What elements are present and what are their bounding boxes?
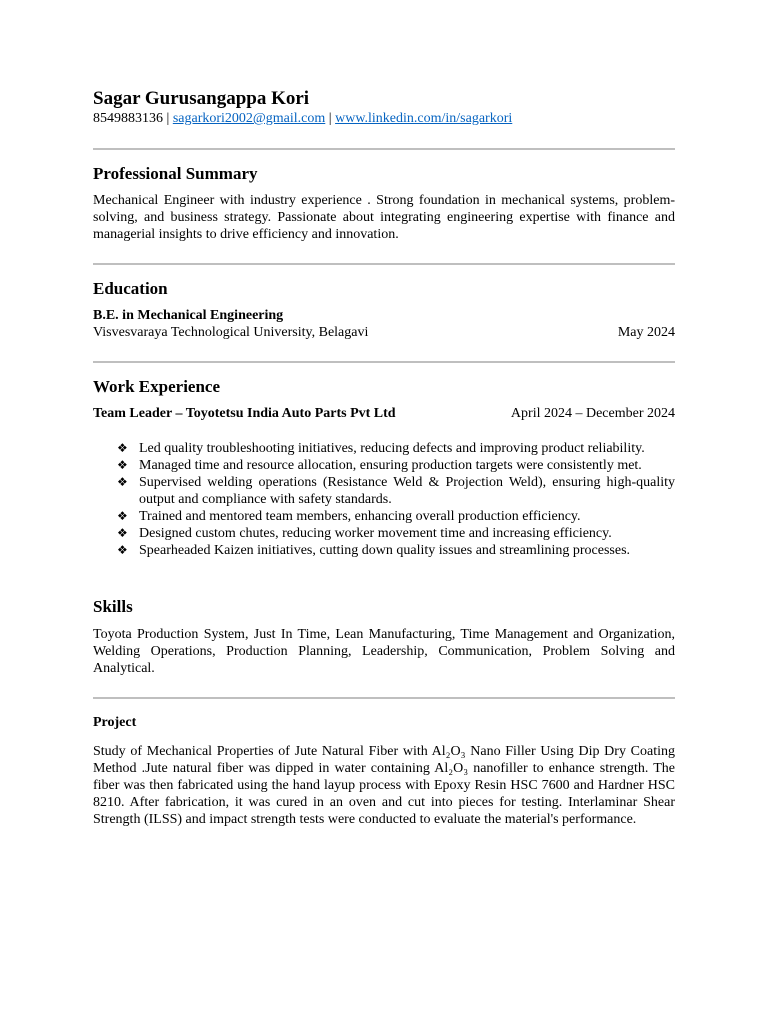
- resume-page: [93, 88, 675, 828]
- degree-row: [93, 307, 675, 324]
- summary-text: Mechanical Engineer with industry experience . Strong foundation in mechanical systems, problem-solving, and business strategy. Passionate about integrating engineering expertise with finance and managerial insights to drive efficiency and innovation.: [93, 193, 675, 242]
- list-item: ❖ Managed time and resource allocation, ensuring production targets were consistently met.: [117, 458, 642, 473]
- section-divider: [93, 148, 675, 150]
- diamond-bullet-icon: ❖: [117, 475, 128, 489]
- section-divider: [93, 697, 675, 699]
- education-heading: Education: [93, 279, 168, 298]
- contact-separator: |: [166, 111, 170, 126]
- diamond-bullet-icon: ❖: [117, 543, 128, 557]
- job-row: [93, 405, 675, 422]
- phone-number: 8549883136: [93, 111, 163, 126]
- contact-line: [93, 110, 675, 128]
- job-title: Team Leader – Toyotetsu India Auto Parts Pvt Ltd: [93, 406, 396, 421]
- candidate-name: Sagar Gurusangappa Kori: [93, 88, 310, 109]
- institution-row: [93, 324, 675, 341]
- list-item: ❖ Spearheaded Kaizen initiatives, cutting down quality issues and streamlining processes.: [117, 543, 631, 558]
- degree-title: B.E. in Mechanical Engineering: [93, 308, 284, 323]
- experience-heading: Work Experience: [93, 377, 221, 396]
- diamond-bullet-icon: ❖: [117, 509, 128, 523]
- section-divider: [93, 361, 675, 363]
- list-item: ❖ Supervised welding operations (Resistance Weld & Projection Weld), ensuring high-quality output and compliance with safety standards.: [117, 475, 675, 507]
- diamond-bullet-icon: ❖: [117, 526, 128, 540]
- project-text: Study of Mechanical Properties of Jute Natural Fiber with Al₂O₃ Nano Filler Using Dip Dry Coating Method .Jute natural fiber was dipped in water containing Al₂O₃ nanofiller to enhance strength. The fiber was then fabricated using the hand layup process with Epoxy Resin HSC 7600 and Hardner HSC 8210. After fabrication, it was cured in an oven and cut into pieces for testing. Interlaminar Shear Strength (ILSS) and impact strength tests were conducted to evaluate the material's performance.: [93, 744, 675, 827]
- graduation-date: May 2024: [617, 325, 675, 340]
- institution-name: Visvesvaraya Technological University, Belagavi: [93, 325, 369, 340]
- project-heading: Project: [93, 715, 137, 730]
- list-item: ❖ Led quality troubleshooting initiatives, reducing defects and improving product reliability.: [117, 441, 645, 456]
- diamond-bullet-icon: ❖: [117, 441, 128, 455]
- skills-text: Toyota Production System, Just In Time, Lean Manufacturing, Time Management and Organization, Welding Operations, Production Planning, Leadership, Communication, Problem Solving and Analytical.: [93, 627, 675, 676]
- email-link[interactable]: sagarkori2002@gmail.com: [172, 111, 326, 126]
- list-item: ❖ Trained and mentored team members, enhancing overall production efficiency.: [117, 509, 581, 524]
- section-divider: [93, 263, 675, 265]
- diamond-bullet-icon: ❖: [117, 458, 128, 472]
- skills-heading: Skills: [93, 597, 133, 616]
- linkedin-link[interactable]: www.linkedin.com/in/sagarkori: [335, 111, 513, 126]
- list-item: ❖ Designed custom chutes, reducing worker movement time and increasing efficiency.: [117, 526, 612, 541]
- contact-separator: |: [328, 111, 332, 126]
- summary-heading: Professional Summary: [93, 164, 258, 183]
- experience-bullets: [93, 440, 675, 559]
- job-dates: April 2024 – December 2024: [510, 406, 675, 421]
